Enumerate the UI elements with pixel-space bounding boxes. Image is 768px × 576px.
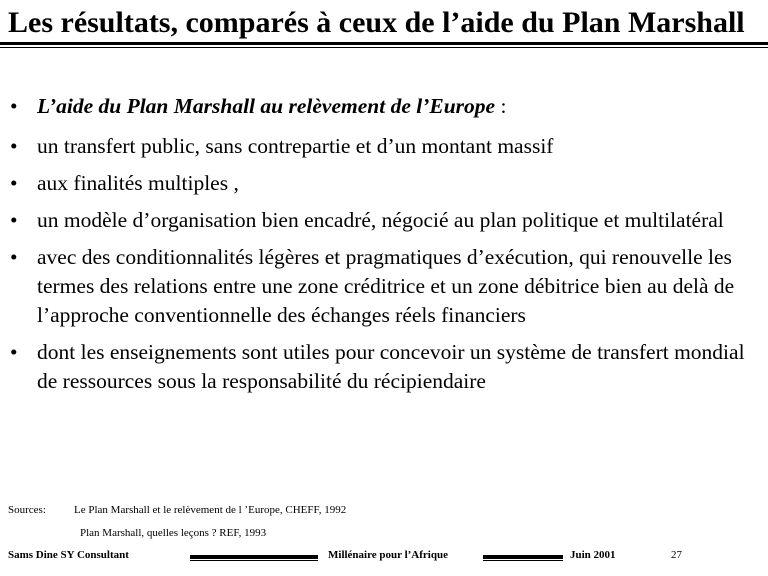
bullet-lead-colon: : xyxy=(495,94,507,118)
bullet-list xyxy=(10,92,760,404)
footer xyxy=(0,549,768,565)
bullet-text: un transfert public, sans contrepartie et d’un montant massif xyxy=(37,134,554,158)
source-line-1: Le Plan Marshall et le relèvement de l ’Europe, CHEFF, 1992 xyxy=(74,504,347,516)
sources-label: Sources: xyxy=(8,504,46,516)
bullet-icon: • xyxy=(10,94,18,118)
footer-center: Millénaire pour l’Afrique xyxy=(328,549,448,561)
source-line-2: Plan Marshall, quelles leçons ? REF, 1993 xyxy=(80,527,267,539)
bullet-lead-text: L’aide du Plan Marshall au relèvement de l’Europe xyxy=(37,94,496,118)
footer-author: Sams Dine SY Consultant xyxy=(8,549,129,561)
bullet-text: un modèle d’organisation bien encadré, négocié au plan politique et multilatéral xyxy=(37,208,724,232)
page-number: 27 xyxy=(671,549,682,561)
slide-title: Les résultats, comparés à ceux de l’aide du Plan Marshall xyxy=(8,6,745,39)
bullet-icon: • xyxy=(10,171,18,195)
title-rule-thin xyxy=(0,47,768,48)
bullet-text: avec des conditionnalités légères et pragmatiques d’exécution, qui renouvelle les termes des relations entre une zone créditrice et un zone débitrice bien au delà de l’approche conventionnelle des échanges réels financiers xyxy=(37,245,735,327)
bullet-text: dont les enseignements sont utiles pour concevoir un système de transfert mondial de ressources sous la responsabilité du récipiendaire xyxy=(37,340,745,393)
bullet-icon: • xyxy=(10,245,18,269)
bullet-icon: • xyxy=(10,134,18,158)
title-rule-thick xyxy=(0,42,768,45)
bullet-item xyxy=(10,338,760,396)
bullet-item xyxy=(10,243,760,330)
footer-date: Juin 2001 xyxy=(570,549,616,561)
footer-bar-left xyxy=(190,555,318,559)
bullet-icon: • xyxy=(10,340,18,364)
footer-bar-right xyxy=(483,555,563,559)
bullet-text: aux finalités multiples , xyxy=(37,171,239,195)
bullet-icon: • xyxy=(10,208,18,232)
bullet-item xyxy=(10,169,760,198)
bullet-item-lead xyxy=(10,92,760,121)
bullet-item xyxy=(10,132,760,161)
bullet-item xyxy=(10,206,760,235)
